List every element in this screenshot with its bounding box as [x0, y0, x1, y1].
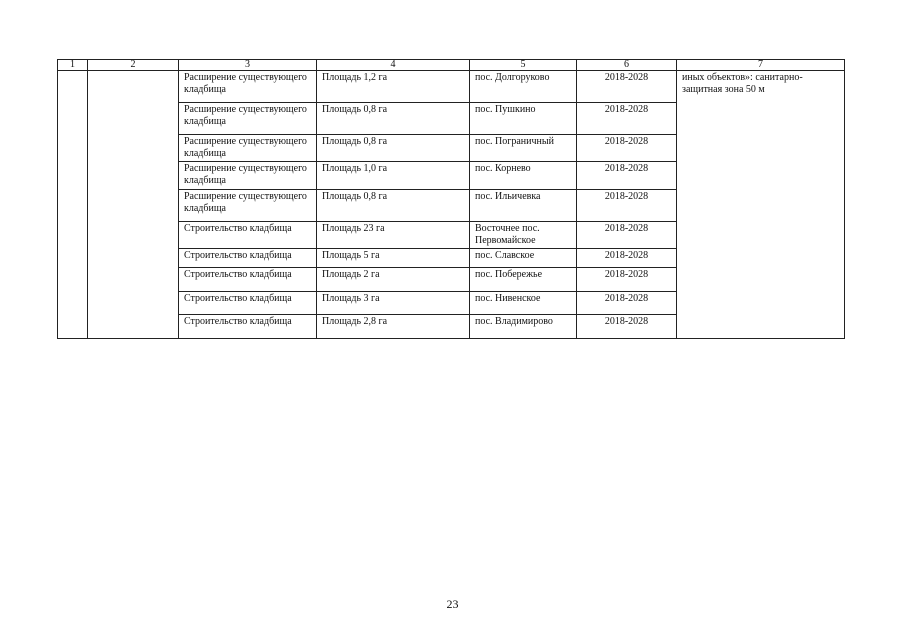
- object-cell: Строительство кладбища: [179, 222, 317, 249]
- location-cell: пос. Пушкино: [470, 103, 577, 135]
- location-cell: пос. Ильичевка: [470, 190, 577, 222]
- location-cell: пос. Побережье: [470, 268, 577, 292]
- location-cell: пос. Владимирово: [470, 315, 577, 339]
- object-cell: Расширение существующего кладбища: [179, 103, 317, 135]
- header-cell-6: 6: [577, 60, 677, 71]
- location-cell: Восточнее пос. Первомайское: [470, 222, 577, 249]
- area-cell: Площадь 0,8 га: [317, 190, 470, 222]
- area-cell: Площадь 1,2 га: [317, 71, 470, 103]
- period-cell: 2018-2028: [577, 190, 677, 222]
- location-cell: пос. Долгоруково: [470, 71, 577, 103]
- header-row: [58, 60, 845, 71]
- period-cell: 2018-2028: [577, 162, 677, 190]
- area-cell: Площадь 1,0 га: [317, 162, 470, 190]
- header-cell-5: 5: [470, 60, 577, 71]
- area-cell: Площадь 3 га: [317, 292, 470, 315]
- area-cell: Площадь 2 га: [317, 268, 470, 292]
- period-cell: 2018-2028: [577, 135, 677, 162]
- location-cell: пос. Корнево: [470, 162, 577, 190]
- period-cell: 2018-2028: [577, 71, 677, 103]
- header-cell-1: 1: [58, 60, 88, 71]
- area-cell: Площадь 0,8 га: [317, 135, 470, 162]
- area-cell: Площадь 2,8 га: [317, 315, 470, 339]
- area-cell: Площадь 23 га: [317, 222, 470, 249]
- location-cell: пос. Нивенское: [470, 292, 577, 315]
- col2-merged-cell: [88, 71, 179, 339]
- period-cell: 2018-2028: [577, 292, 677, 315]
- period-cell: 2018-2028: [577, 103, 677, 135]
- note-cell: иных объектов»: санитарно-защитная зона 50 м: [677, 71, 845, 339]
- header-cell-4: 4: [317, 60, 470, 71]
- object-cell: Строительство кладбища: [179, 292, 317, 315]
- object-cell: Расширение существующего кладбища: [179, 135, 317, 162]
- col1-merged-cell: [58, 71, 88, 339]
- object-cell: Строительство кладбища: [179, 315, 317, 339]
- area-cell: Площадь 0,8 га: [317, 103, 470, 135]
- page-number: 23: [446, 597, 459, 611]
- object-cell: Строительство кладбища: [179, 268, 317, 292]
- location-cell: пос. Пограничный: [470, 135, 577, 162]
- header-cell-3: 3: [179, 60, 317, 71]
- location-cell: пос. Славское: [470, 249, 577, 268]
- object-cell: Строительство кладбища: [179, 249, 317, 268]
- object-cell: Расширение существующего кладбища: [179, 71, 317, 103]
- period-cell: 2018-2028: [577, 249, 677, 268]
- header-cell-7: 7: [677, 60, 845, 71]
- object-cell: Расширение существующего кладбища: [179, 162, 317, 190]
- period-cell: 2018-2028: [577, 222, 677, 249]
- document-table: [57, 59, 845, 339]
- header-cell-2: 2: [88, 60, 179, 71]
- period-cell: 2018-2028: [577, 268, 677, 292]
- object-cell: Расширение существующего кладбища: [179, 190, 317, 222]
- table-row: [58, 71, 845, 103]
- period-cell: 2018-2028: [577, 315, 677, 339]
- area-cell: Площадь 5 га: [317, 249, 470, 268]
